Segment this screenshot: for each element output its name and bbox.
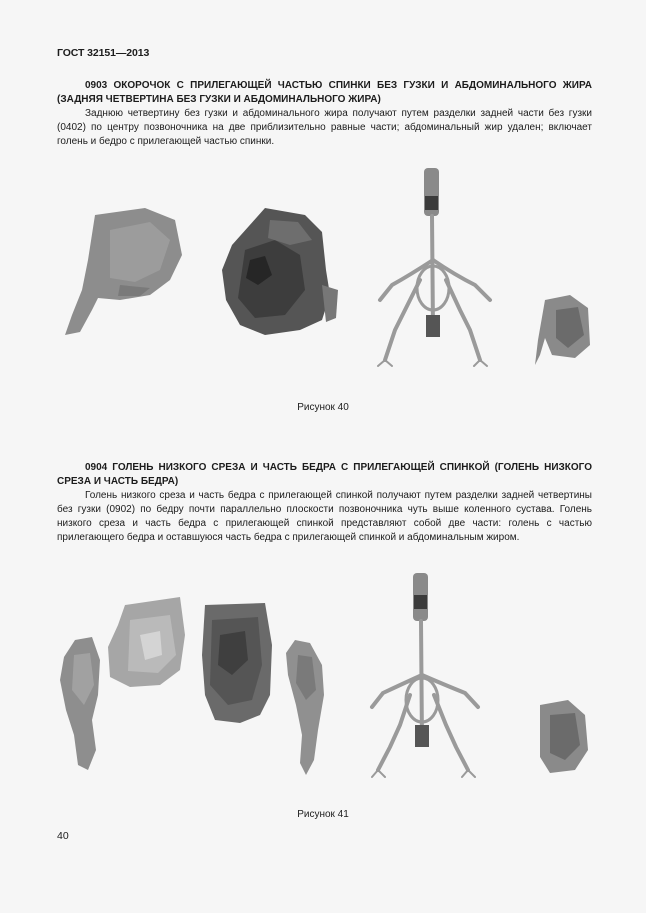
leg-quarter-dark-image — [222, 208, 338, 335]
section-0903 — [57, 79, 592, 149]
figure-caption-41: Рисунок 41 — [297, 809, 349, 820]
thigh-with-back-light-image — [108, 597, 185, 687]
section-0904 — [57, 461, 592, 545]
section-text: Заднюю четвертину без гузки и абдоминального жира получают путем разделки задней части без гузки (0402) по центру позвоночника на две приблизительно равные части; абдоминальный жир удален; включает голень и бедро с прилегающей частью спинки. — [57, 108, 592, 147]
figure-40 — [0, 160, 646, 390]
leg-quarter-light-image — [65, 208, 182, 335]
drumstick-right-image — [286, 640, 324, 775]
carcass-cut-diagram — [378, 168, 490, 366]
drumstick-left-image — [60, 637, 100, 770]
cut-piece-thumbnail-image — [540, 700, 588, 773]
section-text: Голень низкого среза и часть бедра с прилегающей спинкой получают путем разделки задней четвертины без гузки (0902) по бедру почти параллельно плоскости позвоночника чуть выше коленного сустава. Голень низкого среза и часть бедра с прилегающей спинкой представляют собой две части: голень с частью прилегающего бедра и оставшуюся часть бедра с прилегающей спинкой и абдоминальным жиром. — [57, 490, 592, 543]
section-heading: 0904 ГОЛЕНЬ НИЗКОГО СРЕЗА И ЧАСТЬ БЕДРА С ПРИЛЕГАЮЩЕЙ СПИНКОЙ (ГОЛЕНЬ НИЗКОГО СРЕЗА И ЧАСТЬ БЕДРА) — [57, 462, 592, 487]
figure-41 — [0, 565, 646, 795]
page-number: 40 — [57, 830, 69, 842]
carcass-cut-diagram — [372, 573, 478, 777]
section-heading: 0903 ОКОРОЧОК С ПРИЛЕГАЮЩЕЙ ЧАСТЬЮ СПИНКИ БЕЗ ГУЗКИ И АБДОМИНАЛЬНОГО ЖИРА (ЗАДНЯЯ ЧЕТВЕРТИНА БЕЗ ГУЗКИ И АБДОМИНАЛЬНОГО ЖИРА) — [57, 80, 592, 105]
figure-caption-40: Рисунок 40 — [297, 402, 349, 413]
cut-piece-thumbnail-image — [535, 295, 590, 365]
thigh-with-back-dark-image — [202, 603, 272, 723]
standard-header: ГОСТ 32151—2013 — [57, 47, 150, 59]
